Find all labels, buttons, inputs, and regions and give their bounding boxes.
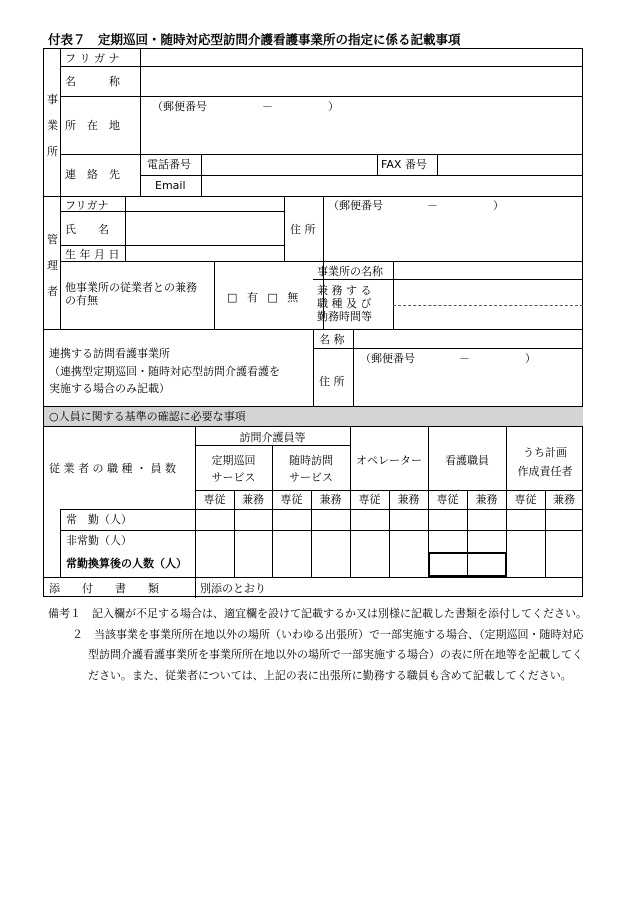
note-2: ２ 当該事業を事業所所在地以外の場所（いわゆる出張所）で一部実施する場合、（定期巡回・随時対応型訪問介護看護事業所を事業所所在地以外の場所で一部実施する場合）の表に所在地等を記載してください。また、従業者については、上記の表に出張所に勤務する職員も含めて記載してください。 [72, 627, 584, 682]
full-time-nurse: 専従 [436, 493, 459, 506]
part-time-regular: 兼務 [242, 493, 264, 506]
manager-concurrent-choice[interactable]: □ 有 □ 無 [227, 291, 299, 304]
partner-name-label: 名 称 [319, 333, 345, 346]
partner-postal-code: （郵便番号 － ） [360, 352, 536, 365]
staff-row-header: 従 業 者 の 職 種 ・ 員 数 [49, 462, 176, 475]
page-title: 付表７ 定期巡回・随時対応型訪問介護看護事業所の指定に係る記載事項 [48, 32, 461, 47]
partner-address-label: 住 所 [319, 375, 345, 388]
office-postal-code: （郵便番号 － ） [152, 100, 339, 113]
office-tel-label: 電話番号 [147, 158, 191, 171]
part-time-nurse: 兼務 [475, 493, 498, 506]
office-address-label: 所 在 地 [65, 119, 120, 132]
manager-office-name-label: 事業所の名称 [317, 265, 383, 278]
regular-visit-header: 定期巡回 サービス [211, 454, 256, 484]
attachment-value: 別添のとおり [200, 582, 266, 595]
nurse-header: 看護職員 [445, 454, 489, 467]
manager-name-label: 氏 名 [65, 223, 109, 236]
note-1: 備考１ 記入欄が不足する場合は、適宜欄を設けて記載するか又は別様に記載した書類を添付してください。 [48, 607, 587, 620]
office-email-label: Email [155, 179, 186, 192]
designation-form [43, 48, 583, 597]
random-visit-header: 随時訪問 サービス [289, 454, 333, 484]
section-label-manager: 管 理 者 [47, 233, 58, 298]
manager-duty-label: 兼 務 す る 職 種 及 び 勤務時間等 [317, 284, 372, 323]
row-part-time: 非常勤（人） [66, 534, 132, 547]
visit-care-group-header: 訪問介護員等 [239, 431, 306, 444]
office-contact-label: 連 絡 先 [65, 168, 120, 181]
row-fte: 常勤換算後の人数（人） [66, 557, 187, 570]
attachment-label: 添 付 書 類 [49, 582, 159, 595]
manager-birthdate-label: 生 年 月 日 [65, 248, 120, 261]
row-full-time: 常 勤（人） [66, 513, 132, 526]
part-time-random: 兼務 [319, 493, 342, 506]
manager-furigana-label: フリガナ [65, 199, 109, 212]
partner-office-label: 連携する訪問看護事業所 （連携型定期巡回・随時対応型訪問介護看護を 実施する場合のみ記載） [49, 347, 280, 395]
office-name-label: 名 称 [65, 75, 120, 88]
operator-header: オペレーター [356, 454, 422, 467]
planner-header: うち計画 作成責任者 [517, 446, 573, 478]
part-time-operator: 兼務 [397, 493, 420, 506]
part-time-planner: 兼務 [553, 493, 575, 506]
full-time-random: 専従 [280, 493, 303, 506]
notes [48, 604, 588, 686]
office-fax-label: FAX 番号 [381, 158, 427, 171]
full-time-regular: 専従 [203, 493, 226, 506]
manager-address-label: 住 所 [290, 223, 316, 236]
full-time-planner: 専従 [514, 493, 537, 506]
nurse-fte-highlight-box[interactable] [428, 552, 507, 577]
manager-concurrent-label: 他事業所の従業者との兼務 の有無 [65, 281, 197, 307]
office-furigana-label: フ リ ガ ナ [65, 52, 120, 65]
full-time-operator: 専従 [358, 493, 381, 506]
staff-section-title: ○人員に関する基準の確認に必要な事項 [49, 410, 246, 423]
manager-postal-code: （郵便番号 － ） [328, 199, 504, 212]
section-label-office: 事 業 所 [47, 93, 58, 158]
